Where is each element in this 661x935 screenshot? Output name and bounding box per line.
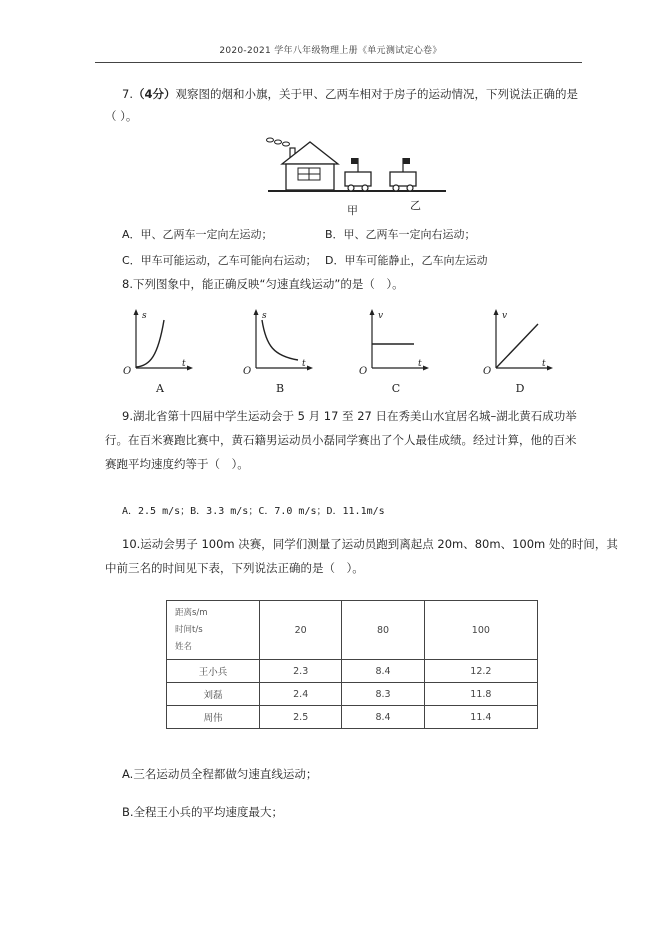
table-row bbox=[167, 683, 538, 706]
graph-d-origin: O bbox=[483, 366, 492, 377]
table-row bbox=[167, 706, 538, 729]
graph-a-origin: O bbox=[123, 366, 132, 377]
table-header-time: 时间t/s bbox=[175, 624, 203, 635]
graph-c-x-axis: t bbox=[418, 359, 422, 369]
graph-c-label: C bbox=[391, 382, 401, 395]
table-header-row bbox=[167, 601, 538, 660]
graph-b-label: B bbox=[275, 382, 285, 395]
table-cell: 8.4 bbox=[342, 706, 424, 729]
page-header: 2020-2021 学年八年级物理上册《单元测试定心卷》 bbox=[219, 46, 442, 56]
graph-d bbox=[480, 306, 560, 378]
question-7 bbox=[122, 84, 592, 105]
question-8: 8.下列图象中，能正确反映“匀速直线运动”的是（ ）。 bbox=[122, 277, 404, 291]
table-cell: 11.4 bbox=[424, 706, 537, 729]
table-cell: 12.2 bbox=[424, 660, 537, 683]
question-9-line-3: 赛跑平均速度约等于（ ）。 bbox=[105, 457, 249, 471]
question-7-option-b: B．甲、乙两车一定向右运动； bbox=[325, 228, 476, 241]
graph-d-x-axis: t bbox=[542, 359, 546, 369]
table-cell: 2.5 bbox=[260, 706, 342, 729]
graph-c bbox=[356, 306, 436, 378]
graph-b-origin: O bbox=[243, 366, 252, 377]
table-cell-name: 刘磊 bbox=[167, 683, 260, 706]
graph-d-label: D bbox=[515, 382, 525, 395]
cart-jia-label: 甲 bbox=[347, 204, 358, 216]
table-header-distance: 距离s/m bbox=[175, 607, 208, 618]
question-7-blank: （ ）。 bbox=[105, 109, 138, 123]
graph-a-label: A bbox=[156, 382, 164, 395]
table-row bbox=[167, 660, 538, 683]
cart-yi-label: 乙 bbox=[410, 199, 421, 212]
graph-b-y-axis: s bbox=[262, 311, 267, 321]
house-carts-figure bbox=[262, 134, 452, 216]
table-column-header: 80 bbox=[342, 601, 424, 660]
graph-d-y-axis: v bbox=[502, 311, 508, 321]
table-cell: 11.8 bbox=[424, 683, 537, 706]
question-7-score: （4分） bbox=[132, 87, 176, 101]
graph-b bbox=[240, 306, 320, 378]
question-7-option-a: A．甲、乙两车一定向左运动； bbox=[122, 228, 273, 241]
question-7-number: 7. bbox=[122, 87, 133, 101]
table-column-header: 100 bbox=[424, 601, 537, 660]
table-cell-name: 王小兵 bbox=[167, 660, 260, 683]
graph-c-y-axis: v bbox=[378, 311, 384, 321]
table-column-header: 20 bbox=[260, 601, 342, 660]
table-cell: 2.4 bbox=[260, 683, 342, 706]
question-7-option-c: C．甲车可能运动，乙车可能向右运动； bbox=[122, 254, 317, 267]
question-7-option-d: D．甲车可能静止，乙车向左运动 bbox=[325, 254, 488, 267]
table-cell: 8.4 bbox=[342, 660, 424, 683]
table-cell-name: 周伟 bbox=[167, 706, 260, 729]
question-10-option-a: A.三名运动员全程都做匀速直线运动； bbox=[122, 767, 318, 781]
header-divider bbox=[95, 62, 582, 63]
question-10-line-1: 10.运动会男子 100m 决赛，同学们测量了运动员跑到离起点 20m、80m、100m 处的时间，其 bbox=[122, 537, 618, 551]
graph-a-y-axis: s bbox=[142, 311, 147, 321]
question-9-line-2: 行。在百米赛跑比赛中，黄石籍男运动员小磊同学赛出了个人最佳成绩。经过计算，他的百米 bbox=[105, 433, 577, 447]
table-header-name: 姓名 bbox=[175, 641, 193, 652]
table-cell: 8.3 bbox=[342, 683, 424, 706]
question-9-line-1: 9.湖北省第十四届中学生运动会于 5 月 17 至 27 日在秀美山水宜居名城–湖北黄石成功举 bbox=[122, 409, 577, 423]
results-table bbox=[166, 600, 538, 729]
table-header-cell bbox=[167, 601, 260, 660]
question-7-text: 观察图的烟和小旗，关于甲、乙两车相对于房子的运动情况，下列说法正确的是 bbox=[175, 87, 578, 101]
graph-a bbox=[120, 306, 200, 378]
question-10-line-2: 中前三名的时间见下表，下列说法正确的是（ ）。 bbox=[105, 561, 364, 575]
question-9-options: A．2.5 m/s；B．3.3 m/s；C．7.0 m/s；D．11.1m/s bbox=[122, 506, 385, 517]
graph-a-x-axis: t bbox=[182, 359, 186, 369]
graph-b-x-axis: t bbox=[302, 359, 306, 369]
table-cell: 2.3 bbox=[260, 660, 342, 683]
graph-c-origin: O bbox=[359, 366, 368, 377]
question-10-option-b: B.全程王小兵的平均速度最大； bbox=[122, 805, 284, 819]
